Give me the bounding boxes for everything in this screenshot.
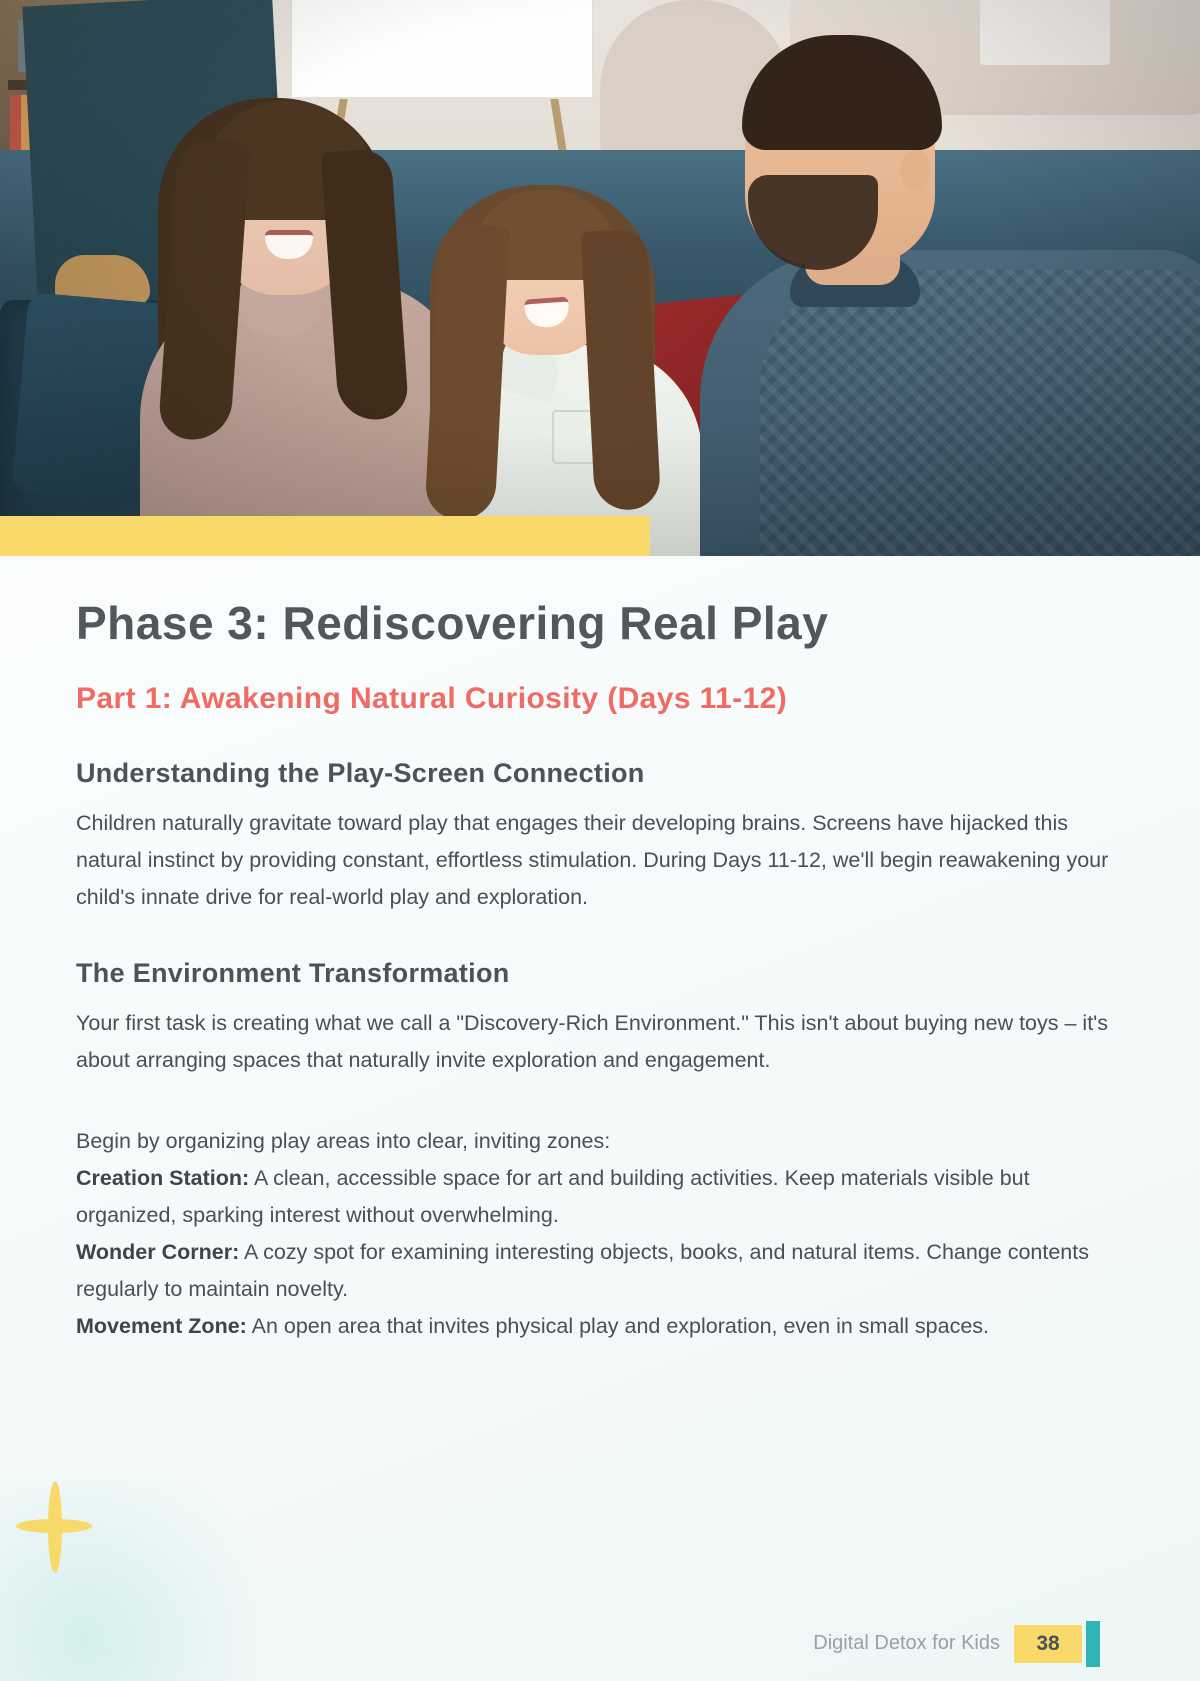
section-heading-1: Understanding the Play-Screen Connection (76, 758, 645, 789)
zone-item-wonder-corner (76, 1234, 1124, 1308)
zone-item-creation-station (76, 1160, 1124, 1234)
page-footer (0, 1593, 1200, 1681)
footer-book-title: Digital Detox for Kids (813, 1632, 1000, 1654)
zone-label-movement-zone: Movement Zone: (76, 1313, 247, 1338)
page-number: 38 (1014, 1625, 1082, 1663)
part-title: Part 1: Awakening Natural Curiosity (Days 11-12) (76, 682, 788, 716)
zone-text-wonder-corner: A cozy spot for examining interesting objects, books, and natural items. Change contents regularly to maintain novelty. (76, 1240, 1089, 1301)
hero-image (0, 0, 1200, 556)
page-title: Phase 3: Rediscovering Real Play (76, 597, 829, 649)
section-1-paragraph-1: Children naturally gravitate toward play that engages their developing brains. Screens have hijacked this natural instinct by providing constant, effortless stimulation. During Days 11-12, we'll begin reawakening your child's innate drive for real-world play and exploration. (76, 811, 1109, 910)
footer-tab-marker (1086, 1621, 1100, 1667)
page-content (0, 556, 1200, 1345)
zone-label-wonder-corner: Wonder Corner: (76, 1240, 240, 1265)
hero-illustration (0, 0, 1200, 556)
zone-item-movement-zone (76, 1308, 1124, 1345)
hero-vignette (0, 0, 1200, 556)
section-2-paragraph-1: Your first task is creating what we call a "Discovery-Rich Environment." This isn't about buying new toys – it's about arranging spaces that naturally invite exploration and engagement. (76, 1011, 1109, 1073)
accent-bar (0, 516, 650, 556)
section-heading-2: The Environment Transformation (76, 958, 510, 989)
zone-text-movement-zone: An open area that invites physical play and exploration, even in small spaces. (246, 1313, 990, 1338)
sparkle-icon (16, 1481, 92, 1573)
zone-label-creation-station: Creation Station: (76, 1166, 250, 1191)
zone-text-creation-station: A clean, accessible space for art and building activities. Keep materials visible but organized, sparking interest without overwhelming. (76, 1166, 1030, 1228)
section-2-paragraph-2: Begin by organizing play areas into clear, inviting zones: (76, 1129, 611, 1154)
